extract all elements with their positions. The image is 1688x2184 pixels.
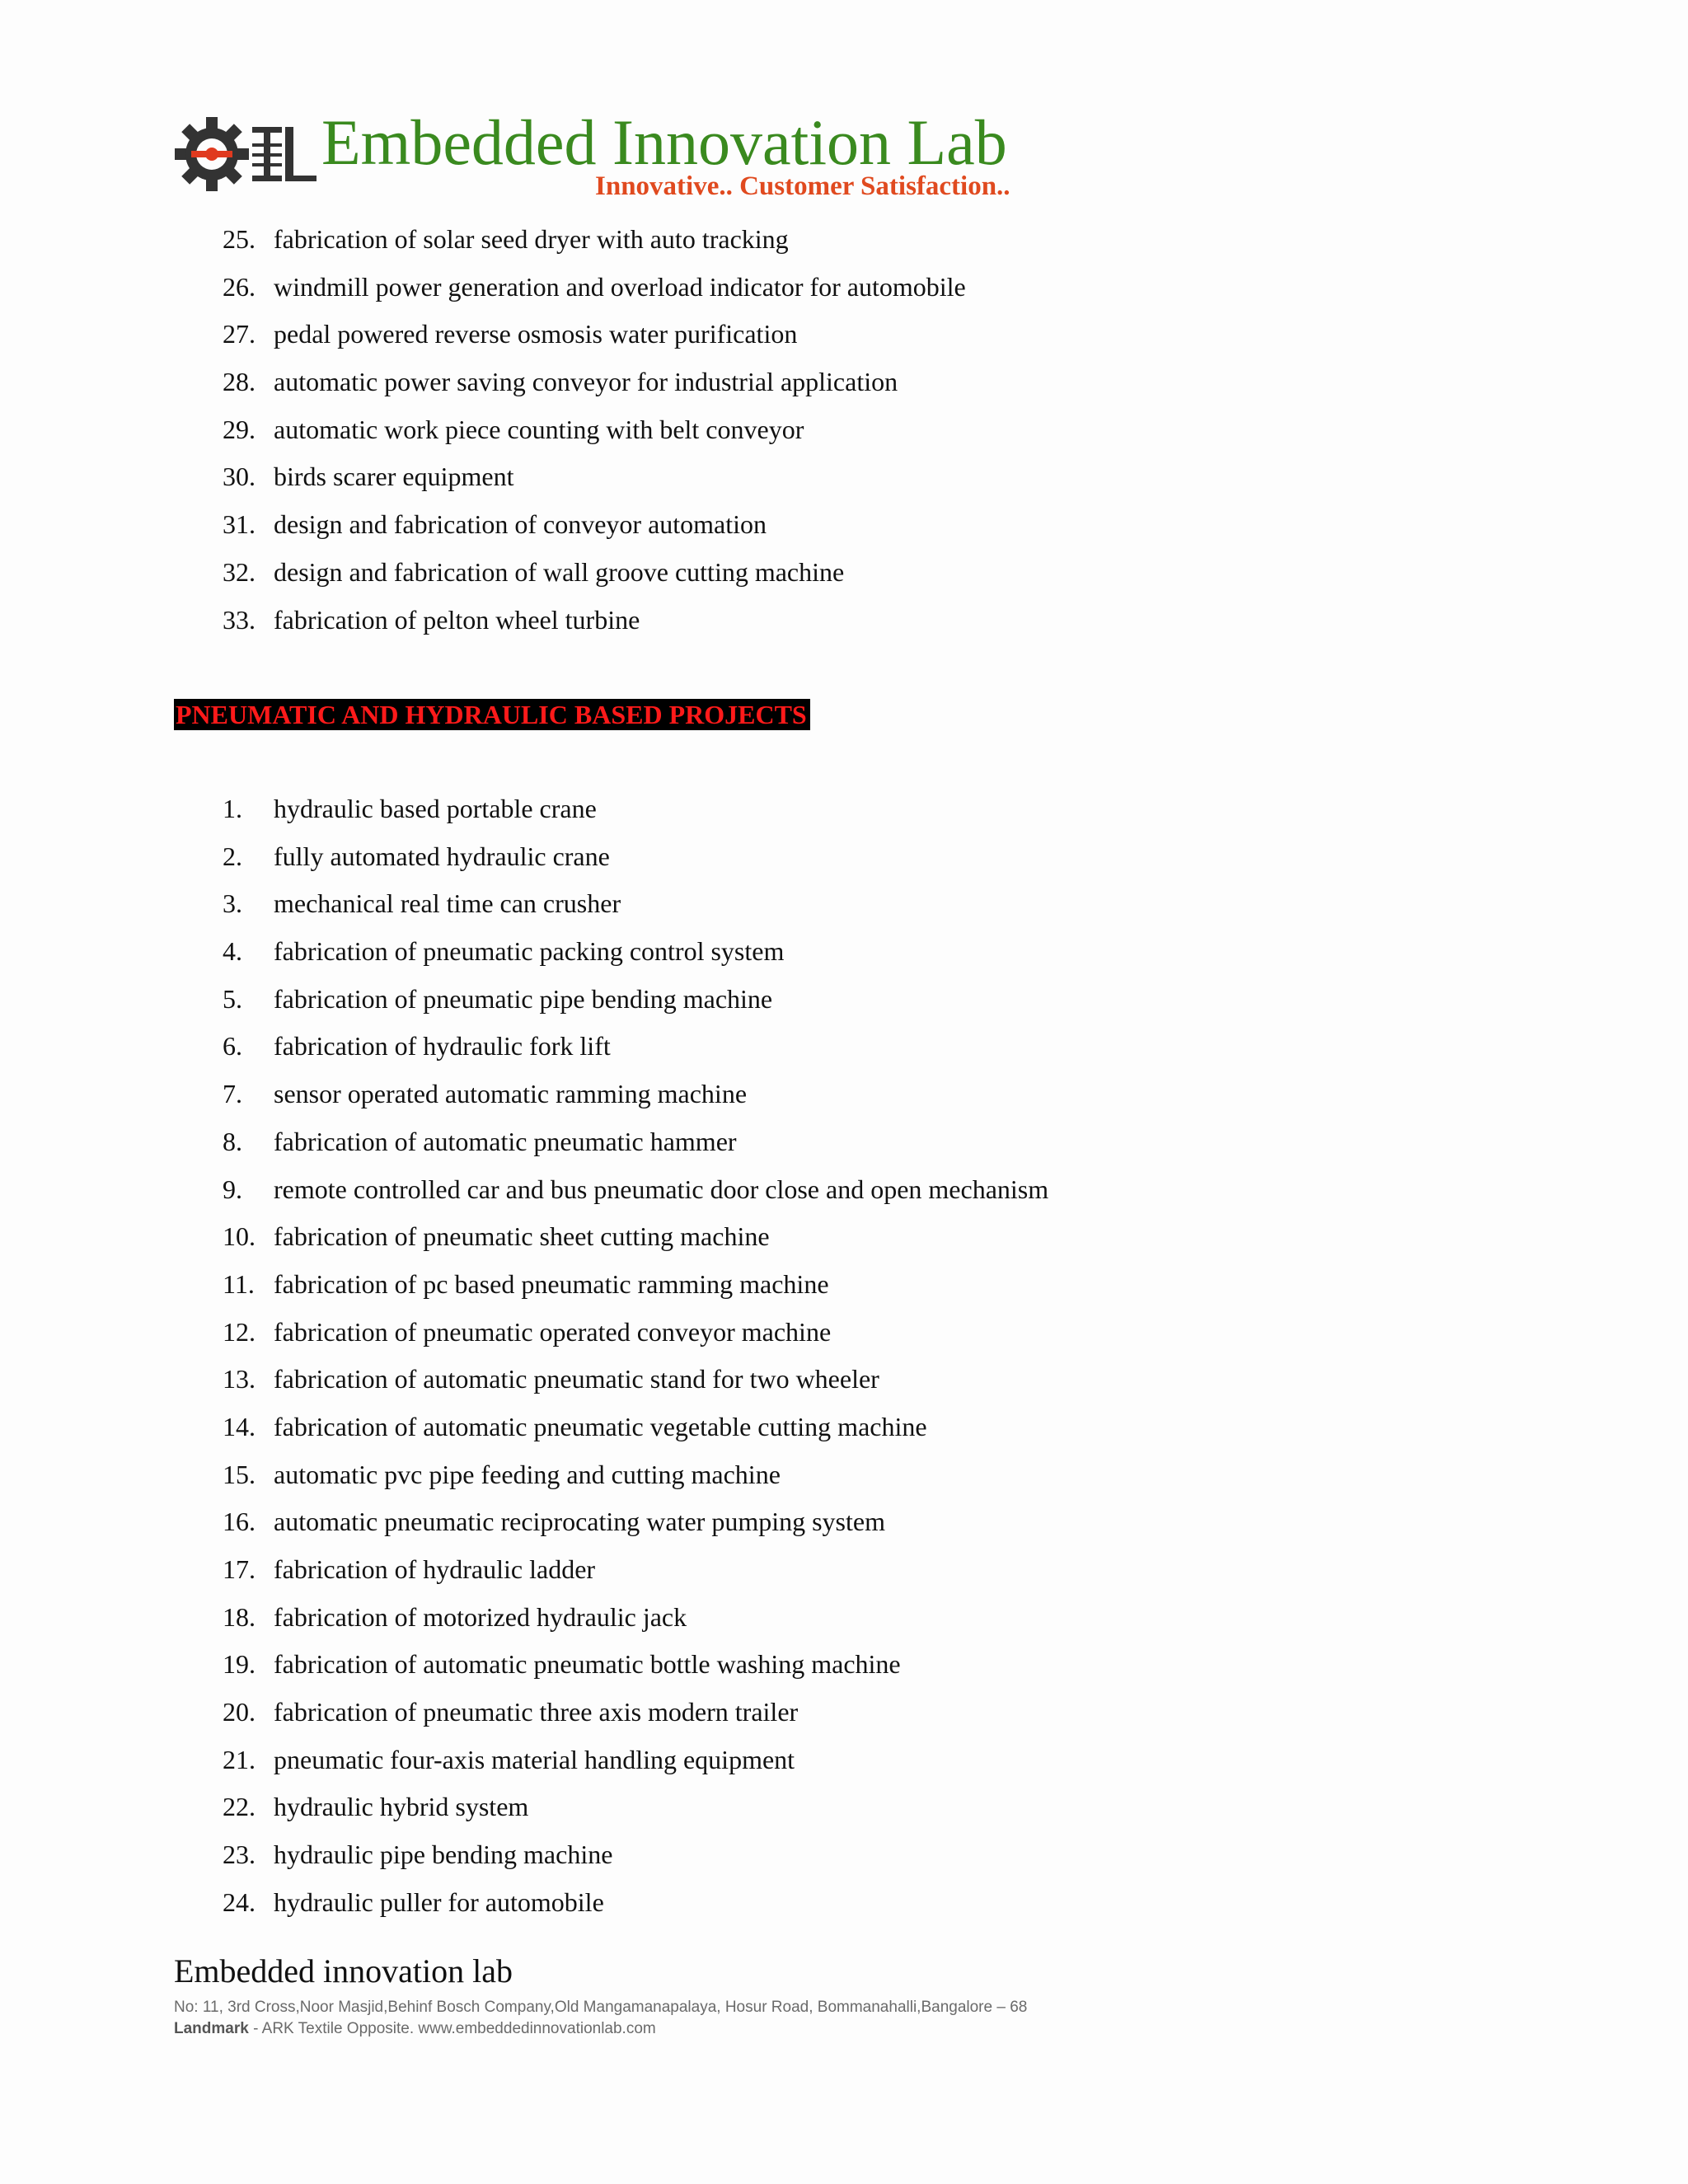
item-text: birds scarer equipment (274, 462, 514, 492)
item-text: fabrication of pneumatic operated conveyor machine (274, 1316, 832, 1347)
item-number: 31. (223, 509, 256, 540)
item-number: 29. (223, 414, 256, 444)
item-number: 24. (223, 1886, 256, 1917)
item-number: 17. (223, 1554, 256, 1584)
item-text: fabrication of hydraulic fork lift (274, 1031, 611, 1062)
item-text: pneumatic four-axis material handling equipment (274, 1744, 795, 1774)
item-text: mechanical real time can crusher (274, 888, 621, 919)
item-text: fabrication of automatic pneumatic hammer (274, 1126, 737, 1156)
landmark-text: - ARK Textile Opposite. www.embeddedinnovationlab.com (248, 2020, 656, 2037)
item-number: 6. (223, 1031, 242, 1062)
item-text: remote controlled car and bus pneumatic door close and open mechanism (274, 1174, 1049, 1204)
item-number: 12. (223, 1316, 256, 1347)
footer-title: Embedded innovation lab (174, 1952, 513, 1990)
item-text: pedal powered reverse osmosis water purification (274, 319, 798, 349)
item-text: fabrication of automatic pneumatic bottle washing machine (274, 1649, 901, 1680)
logo-title: Embedded Innovation Lab (321, 106, 1007, 178)
item-text: fabrication of automatic pneumatic vegetable cutting machine (274, 1411, 927, 1441)
item-text: fabrication of solar seed dryer with auto tracking (274, 224, 789, 254)
item-number: 7. (223, 1079, 242, 1109)
item-number: 9. (223, 1174, 242, 1204)
item-number: 11. (223, 1268, 255, 1299)
item-number: 5. (223, 983, 242, 1014)
item-number: 13. (223, 1364, 256, 1394)
item-text: fabrication of pc based pneumatic ramming machine (274, 1268, 829, 1299)
company-logo (175, 106, 1081, 209)
item-number: 20. (223, 1697, 256, 1727)
item-number: 1. (223, 794, 242, 823)
item-text: fabrication of pneumatic three axis modern trailer (274, 1697, 799, 1727)
item-text: fabrication of pneumatic packing control system (274, 936, 785, 967)
logo-tagline: Innovative.. Customer Satisfaction.. (595, 171, 1010, 201)
item-number: 15. (223, 1459, 256, 1489)
item-number: 33. (223, 604, 256, 635)
item-text: design and fabrication of conveyor automation (274, 509, 767, 540)
item-number: 21. (223, 1744, 256, 1774)
item-number: 2. (223, 841, 242, 871)
item-text: sensor operated automatic ramming machine (274, 1079, 748, 1109)
item-text: design and fabrication of wall groove cutting machine (274, 556, 845, 587)
item-text: hydraulic puller for automobile (274, 1886, 604, 1917)
item-number: 28. (223, 367, 256, 397)
item-number: 27. (223, 319, 256, 349)
item-number: 10. (223, 1221, 256, 1252)
section-heading: PNEUMATIC AND HYDRAULIC BASED PROJECTS (174, 699, 810, 730)
item-number: 32. (223, 556, 256, 587)
item-number: 30. (223, 462, 256, 492)
item-number: 3. (223, 888, 242, 919)
item-text: fabrication of hydraulic ladder (274, 1554, 596, 1584)
item-text: fabrication of pneumatic pipe bending machine (274, 983, 773, 1014)
item-text: fully automated hydraulic crane (274, 841, 610, 871)
item-text: automatic pvc pipe feeding and cutting machine (274, 1459, 781, 1489)
item-text: automatic power saving conveyor for industrial application (274, 367, 898, 397)
item-text: automatic pneumatic reciprocating water pumping system (274, 1507, 885, 1537)
item-text: fabrication of motorized hydraulic jack (274, 1601, 687, 1632)
item-number: 25. (223, 224, 256, 254)
footer-address: No: 11, 3rd Cross,Noor Masjid,Behinf Bosch Company,Old Mangamanapalaya, Hosur Road, Bommanahalli,Bangalore – 68 (174, 1999, 1028, 2016)
item-text: automatic work piece counting with belt conveyor (274, 414, 804, 444)
gear-logo-icon (175, 117, 249, 191)
item-text: fabrication of automatic pneumatic stand for two wheeler (274, 1364, 879, 1394)
item-text: hydraulic hybrid system (274, 1792, 529, 1822)
item-number: 26. (223, 271, 256, 302)
item-text: hydraulic pipe bending machine (274, 1840, 613, 1870)
item-text: windmill power generation and overload indicator for automobile (274, 271, 966, 302)
item-number: 16. (223, 1507, 256, 1537)
item-number: 23. (223, 1840, 256, 1870)
item-number: 19. (223, 1649, 256, 1680)
item-text: fabrication of pneumatic sheet cutting machine (274, 1221, 770, 1252)
item-text: fabrication of pelton wheel turbine (274, 604, 640, 635)
item-number: 22. (223, 1792, 256, 1822)
landmark-label: Landmark (174, 2020, 249, 2037)
item-number: 14. (223, 1411, 256, 1441)
item-number: 18. (223, 1601, 256, 1632)
item-text: hydraulic based portable crane (274, 794, 597, 823)
item-number: 8. (223, 1126, 242, 1156)
logo-letters-icon (252, 125, 318, 191)
item-number: 4. (223, 936, 242, 967)
footer-landmark (174, 2019, 656, 2039)
